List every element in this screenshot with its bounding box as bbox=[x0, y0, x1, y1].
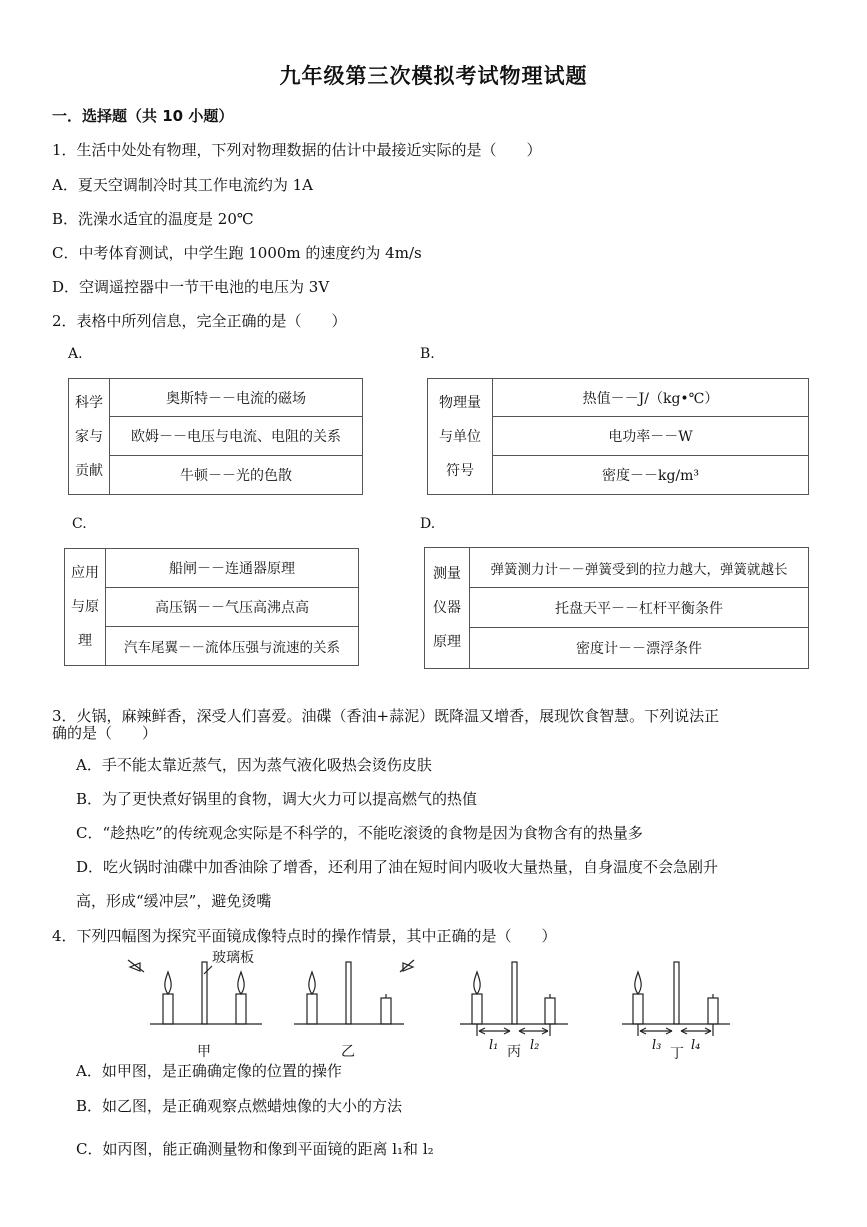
q1-stem: 1．生活中处处有物理，下列对物理数据的估计中最接近实际的是（ ） bbox=[52, 141, 542, 159]
section-heading: 一．选择题（共 10 小题） bbox=[52, 107, 234, 125]
q3-option-d-continued: 高，形成“缓冲层”，避免烫嘴 bbox=[76, 892, 272, 910]
distance-label-l2: l₂ bbox=[530, 1038, 540, 1053]
q2-stem: 2．表格中所列信息，完全正确的是（ ） bbox=[52, 312, 347, 330]
table-b-side: 物理量 与单位 符号 bbox=[428, 379, 493, 495]
q1-option-b: B．洗澡水适宜的温度是 20℃ bbox=[52, 210, 254, 228]
q3-option-a: A．手不能太靠近蒸气，因为蒸气液化吸热会烫伤皮肤 bbox=[76, 756, 432, 774]
figure-label-jia: 甲 bbox=[197, 1044, 211, 1060]
table-a-row: 牛顿－－光的色散 bbox=[110, 456, 363, 495]
table-a bbox=[68, 378, 363, 495]
table-b-row: 电功率－－W bbox=[493, 417, 809, 456]
table-d-row: 密度计－－漂浮条件 bbox=[470, 628, 809, 669]
q3-option-c: C．“趁热吃”的传统观念实际是不科学的，不能吃滚烫的食物是因为食物含有的热量多 bbox=[76, 824, 643, 842]
distance-label-l3: l₃ bbox=[652, 1038, 662, 1053]
table-c-side: 应用 与原 理 bbox=[65, 549, 106, 666]
q4-option-a: A．如甲图，是正确确定像的位置的操作 bbox=[76, 1062, 342, 1080]
table-b-row: 密度－－kg/m³ bbox=[493, 456, 809, 495]
q4-option-c: C．如丙图，能正确测量物和像到平面镜的距离 l₁和 l₂ bbox=[76, 1140, 434, 1158]
table-b-row: 热值－－J/（kg•℃） bbox=[493, 379, 809, 417]
figure-label-yi: 乙 bbox=[341, 1044, 355, 1060]
q3-stem-line2: 确的是（ ） bbox=[52, 724, 158, 742]
q1-option-a: A．夏天空调制冷时其工作电流约为 1A bbox=[52, 176, 313, 194]
table-a-label: A. bbox=[68, 346, 83, 362]
table-c-row: 船闸－－连通器原理 bbox=[106, 549, 359, 588]
table-a-row: 奥斯特－－电流的磁场 bbox=[110, 379, 363, 417]
distance-label-l1: l₁ bbox=[489, 1038, 499, 1053]
table-c-row: 汽车尾翼－－流体压强与流速的关系 bbox=[106, 627, 359, 666]
q3-stem-line1: 3．火锅，麻辣鲜香，深受人们喜爱。油碟（香油+蒜泥）既降温又增香，展现饮食智慧。下列说法正 bbox=[52, 707, 720, 725]
q3-option-b: B．为了更快煮好锅里的食物，调大火力可以提高燃气的热值 bbox=[76, 790, 478, 808]
table-d bbox=[424, 547, 809, 669]
table-d-label: D. bbox=[420, 516, 436, 532]
table-b bbox=[427, 378, 809, 495]
table-a-row: 欧姆－－电压与电流、电阻的关系 bbox=[110, 417, 363, 456]
table-d-side: 测量 仪器 原理 bbox=[425, 548, 470, 669]
table-c bbox=[64, 548, 359, 666]
exam-title: 九年级第三次模拟考试物理试题 bbox=[279, 64, 588, 88]
q3-option-d: D．吃火锅时油碟中加香油除了增香，还利用了油在短时间内吸收大量热量，自身温度不会急剧升 bbox=[76, 858, 719, 876]
table-d-row: 弹簧测力计－－弹簧受到的拉力越大，弹簧就越长 bbox=[470, 548, 809, 588]
table-c-row: 高压锅－－气压高沸点高 bbox=[106, 588, 359, 627]
q4-option-b: B．如乙图，是正确观察点燃蜡烛像的大小的方法 bbox=[76, 1097, 403, 1115]
figure-label-ding: 丁 bbox=[670, 1046, 684, 1062]
q4-stem: 4．下列四幅图为探究平面镜成像特点时的操作情景，其中正确的是（ ） bbox=[52, 927, 557, 945]
q1-option-c: C．中考体育测试，中学生跑 1000m 的速度约为 4m/s bbox=[52, 244, 422, 262]
table-c-label: C. bbox=[72, 516, 87, 532]
mirror-experiment-figure bbox=[0, 950, 867, 1065]
distance-label-l4: l₄ bbox=[691, 1038, 701, 1053]
figure-label-bing: 丙 bbox=[507, 1044, 521, 1060]
glass-plate-label: 玻璃板 bbox=[212, 950, 254, 966]
q1-option-d: D．空调遥控器中一节干电池的电压为 3V bbox=[52, 278, 330, 296]
table-a-side: 科学 家与 贡献 bbox=[69, 379, 110, 495]
table-d-row: 托盘天平－－杠杆平衡条件 bbox=[470, 588, 809, 628]
table-b-label: B. bbox=[420, 346, 435, 362]
